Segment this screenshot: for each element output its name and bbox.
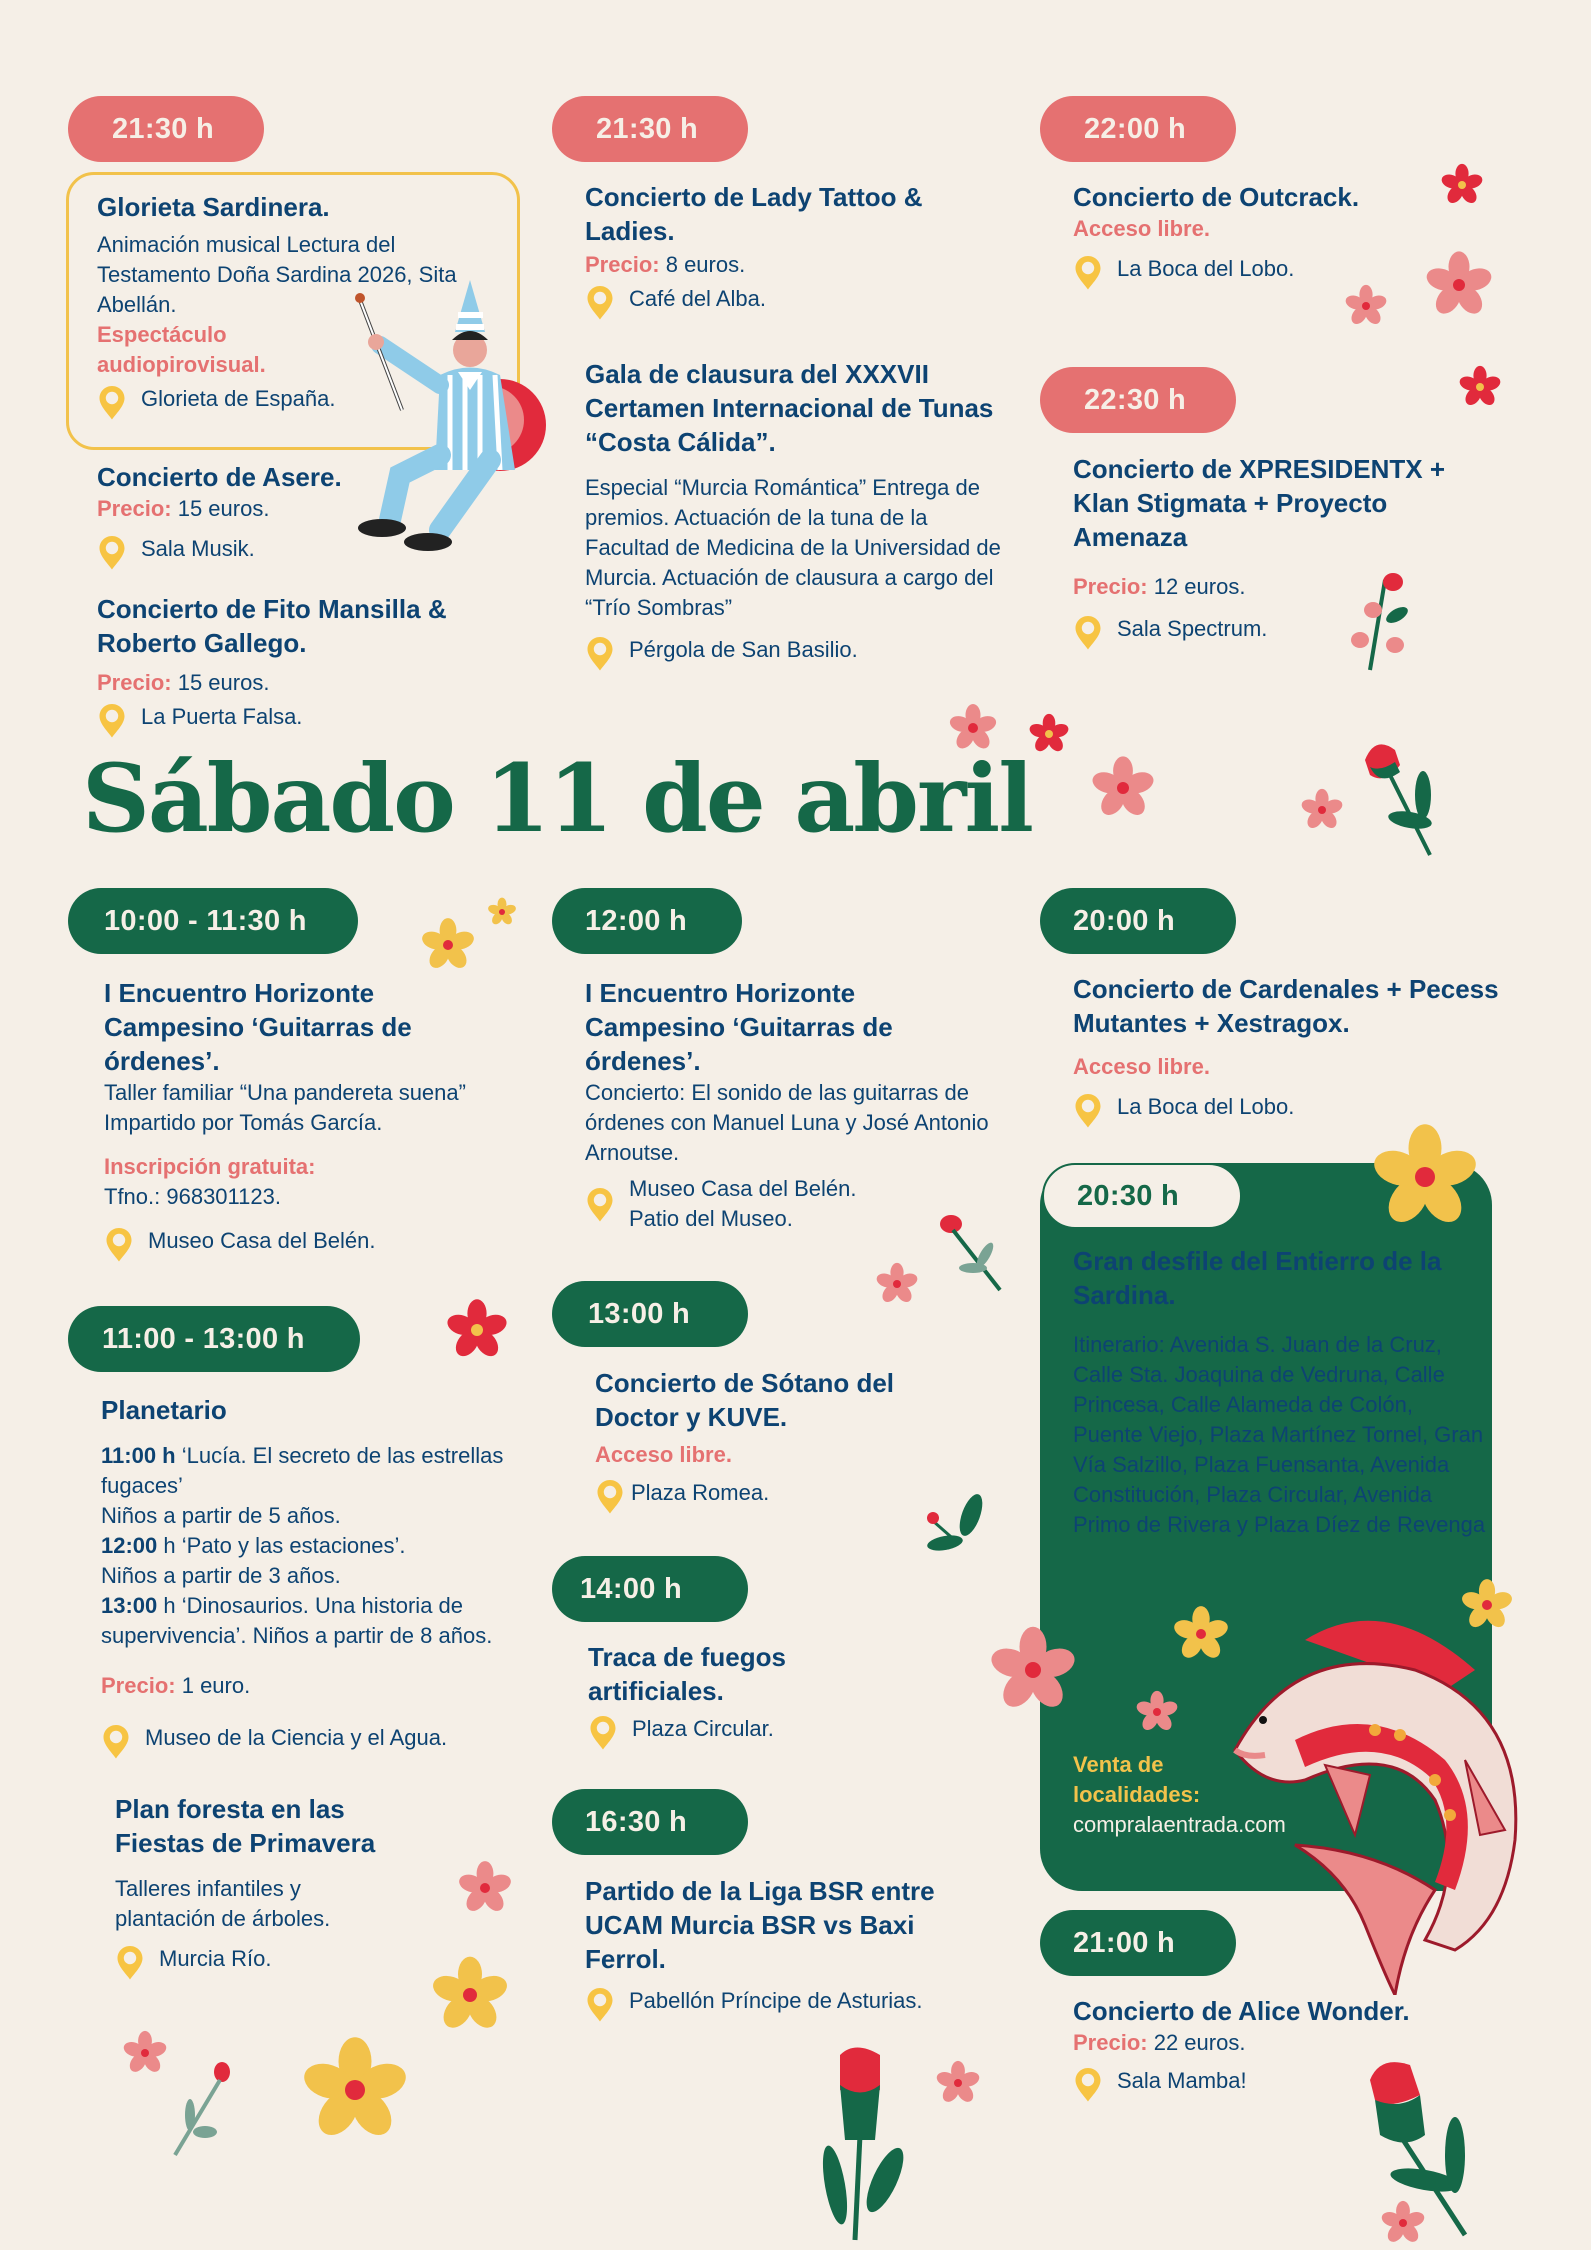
map-pin-icon	[1073, 1092, 1103, 1130]
event-title: Concierto de Cardenales + Pecess Mutantes + Xestragox.	[1073, 974, 1499, 1038]
event-title: Plan foresta en las Fiestas de Primavera	[115, 1794, 376, 1858]
time-pill: 21:00 h	[1040, 1910, 1236, 1976]
event-price: Precio: 22 euros.	[1073, 2030, 1246, 2055]
event-description: Taller familiar “Una pandereta suena” Impartido por Tomás García.	[104, 1080, 466, 1135]
event-title: Glorieta Sardinera.	[97, 192, 330, 222]
event-description: Animación musical Lectura del Testamento Doña Sardina 2026, Sita Abellán.	[97, 232, 457, 317]
event-location: Pérgola de San Basilio.	[585, 635, 1005, 673]
event-traca	[588, 1640, 918, 1752]
event-title: Traca de fuegos artificiales.	[588, 1642, 786, 1706]
time-pill: 12:00 h	[552, 888, 742, 954]
carnation-icon	[1345, 570, 1425, 680]
event-title: Concierto de Alice Wonder.	[1073, 1996, 1410, 2026]
event-title: Partido de la Liga BSR entre UCAM Murcia BSR vs Baxi Ferrol.	[585, 1876, 935, 1974]
event-encuentro-taller	[104, 976, 544, 1264]
carnation-icon	[170, 2060, 240, 2160]
time-pill: 11:00 - 13:00 h	[68, 1306, 360, 1372]
flower-icon	[457, 1860, 513, 1916]
time-pill: 20:30 h	[1042, 1163, 1242, 1229]
event-title: Concierto de Fito Mansilla & Roberto Gallego.	[97, 594, 447, 658]
event-title: Concierto de Asere.	[97, 462, 342, 492]
event-location: Museo Casa del Belén. Patio del Museo.	[585, 1174, 1025, 1234]
map-pin-icon	[1073, 2066, 1103, 2104]
event-location: Murcia Río.	[115, 1944, 435, 1982]
event-price: Precio: 8 euros.	[585, 252, 746, 277]
event-gran-desfile	[1073, 1244, 1493, 1540]
event-fito-mansilla	[97, 592, 477, 740]
flower-icon	[122, 2030, 168, 2076]
event-title: Concierto de Outcrack.	[1073, 182, 1360, 212]
sardine-fish-illustration	[1205, 1600, 1535, 1995]
event-description: Talleres infantiles y plantación de árboles.	[115, 1876, 331, 1931]
event-location: Museo Casa del Belén.	[104, 1226, 544, 1264]
event-location: Sala Mamba!	[1073, 2066, 1493, 2104]
event-location: Plaza Romea.	[595, 1478, 925, 1516]
map-pin-icon	[1073, 614, 1103, 652]
event-location: Sala Spectrum.	[1073, 614, 1483, 652]
flower-icon	[1090, 755, 1156, 821]
event-gala-tunas	[585, 357, 1005, 673]
map-pin-icon	[585, 635, 615, 673]
event-price: Precio: 15 euros.	[97, 496, 270, 521]
event-location: Pabellón Príncipe de Asturias.	[585, 1986, 985, 2024]
flower-icon	[1380, 2200, 1426, 2246]
time-pill: 20:00 h	[1040, 888, 1236, 954]
event-access: Acceso libre.	[595, 1442, 732, 1467]
time-pill: 16:30 h	[552, 1789, 748, 1855]
event-title: Gala de clausura del XXXVII Certamen Internacional de Tunas “Costa Cálida”.	[585, 359, 994, 457]
event-planetario	[101, 1393, 561, 1761]
event-access: Acceso libre.	[1073, 1054, 1210, 1079]
flower-icon	[1344, 284, 1388, 328]
day-heading: Sábado 11 de abril	[82, 744, 1032, 854]
time-pill: 14:00 h	[552, 1556, 748, 1622]
event-partido-bsr	[585, 1874, 985, 2024]
event-title: I Encuentro Horizonte Campesino ‘Guitarras de órdenes’.	[104, 978, 412, 1076]
flower-icon	[935, 2060, 981, 2106]
event-title: Concierto de XPRESIDENTX + Klan Stigmata + Proyecto Amenaza	[1073, 454, 1446, 552]
time-pill: 10:00 - 11:30 h	[68, 888, 358, 954]
ticket-label: Venta de localidades:	[1073, 1752, 1201, 1807]
ticket-link[interactable]: compralaentrada.com	[1073, 1812, 1286, 1837]
flower-icon	[1300, 788, 1344, 832]
time-pill: 21:30 h	[552, 96, 748, 162]
flower-icon	[487, 897, 517, 927]
event-encuentro-concierto	[585, 976, 1025, 1234]
signup-phone: Tfno.: 968301123.	[104, 1184, 281, 1209]
itinerary: Itinerario: Avenida S. Juan de la Cruz, Calle Sta. Joaquina de Vedruna, Calle Princesa, Calle Alameda de Colón, Puente Viejo, Plaza Martínez Tornel, Gran Vía Salzillo, Plaza Fuensanta, Avenida Constitución, Plaza Circular, Avenida Primo de Rivera y Plaza Díez de Revenga	[1073, 1332, 1486, 1537]
event-asere	[97, 460, 497, 572]
map-pin-icon	[101, 1723, 131, 1761]
flower-icon	[948, 703, 998, 753]
map-pin-icon	[585, 284, 615, 322]
flower-icon	[1135, 1690, 1179, 1734]
flower-icon	[1370, 1122, 1480, 1232]
event-title: Concierto de Sótano del Doctor y KUVE.	[595, 1368, 895, 1432]
flower-icon	[420, 917, 476, 973]
flower-icon	[875, 1262, 919, 1306]
event-lady-tattoo	[585, 180, 1005, 322]
event-cardenales	[1073, 972, 1513, 1130]
carnation-icon	[800, 2045, 910, 2245]
event-price: Precio: 1 euro.	[101, 1673, 251, 1698]
flower-icon	[1172, 1605, 1230, 1663]
carnation-icon	[935, 1210, 1005, 1300]
flower-icon	[300, 2035, 410, 2145]
flower-icon	[445, 1298, 509, 1362]
flower-icon	[430, 1955, 510, 2035]
flower-icon	[1458, 365, 1502, 409]
flower-icon	[988, 1625, 1078, 1715]
leaf-sprig-icon	[923, 1493, 983, 1553]
flower-icon	[1424, 250, 1494, 320]
event-title: Concierto de Lady Tattoo & Ladies.	[585, 182, 923, 246]
map-pin-icon	[588, 1714, 618, 1752]
time-pill: 13:00 h	[552, 1281, 748, 1347]
map-pin-icon	[97, 702, 127, 740]
planetario-sessions: 11:00 h ‘Lucía. El secreto de las estrellas fugaces’ Niños a partir de 5 años. 12:00 h ‘Pato y las estaciones’. Niños a partir de 3 años. 13:00 h ‘Dinosaurios. Una historia de supervivencia’. Niños a partir de 8 años.	[101, 1443, 504, 1648]
event-plan-foresta	[115, 1792, 435, 1982]
event-location: Plaza Circular.	[588, 1714, 918, 1752]
event-location: La Boca del Lobo.	[1073, 1092, 1513, 1130]
event-location: Museo de la Ciencia y el Agua.	[101, 1723, 561, 1761]
flower-icon	[1460, 1578, 1514, 1632]
flower-icon	[1028, 713, 1070, 755]
event-location: La Boca del Lobo.	[1073, 254, 1473, 292]
event-price: Precio: 15 euros.	[97, 670, 270, 695]
map-pin-icon	[1073, 254, 1103, 292]
event-title: Gran desfile del Entierro de la Sardina.	[1073, 1246, 1442, 1310]
time-pill: 21:30 h	[68, 96, 264, 162]
map-pin-icon	[585, 1986, 615, 2024]
event-access: Acceso libre.	[1073, 216, 1210, 241]
event-title: Planetario	[101, 1395, 227, 1425]
time-pill: 22:00 h	[1040, 96, 1236, 162]
map-pin-icon	[97, 384, 127, 422]
event-location: Café del Alba.	[585, 284, 1005, 322]
event-highlight: Espectáculo audiopirovisual.	[97, 322, 266, 377]
event-location: Sala Musik.	[97, 534, 497, 572]
map-pin-icon	[115, 1944, 145, 1982]
event-title: I Encuentro Horizonte Campesino ‘Guitarras de órdenes’.	[585, 978, 893, 1076]
map-pin-icon	[104, 1226, 134, 1264]
signup-label: Inscripción gratuita:	[104, 1154, 316, 1179]
map-pin-icon	[595, 1478, 625, 1516]
map-pin-icon	[97, 534, 127, 572]
event-outcrack	[1073, 180, 1473, 292]
event-description: Especial “Murcia Romántica” Entrega de premios. Actuación de la tuna de la Facultad de Medicina de la Universidad de Murcia. Actuación de clausura a cargo del “Trío Sombras”	[585, 475, 1001, 620]
event-description: Concierto: El sonido de las guitarras de órdenes con Manuel Luna y José Antonio Arnoutse.	[585, 1080, 989, 1165]
map-pin-icon	[585, 1186, 615, 1224]
flower-icon	[1440, 163, 1484, 207]
event-location: La Puerta Falsa.	[97, 702, 477, 740]
event-location: Glorieta de España.	[97, 384, 497, 422]
event-sotano-kuve	[595, 1366, 925, 1516]
time-pill: 22:30 h	[1040, 367, 1236, 433]
event-price: Precio: 12 euros.	[1073, 574, 1246, 599]
carnation-icon	[1345, 735, 1445, 865]
